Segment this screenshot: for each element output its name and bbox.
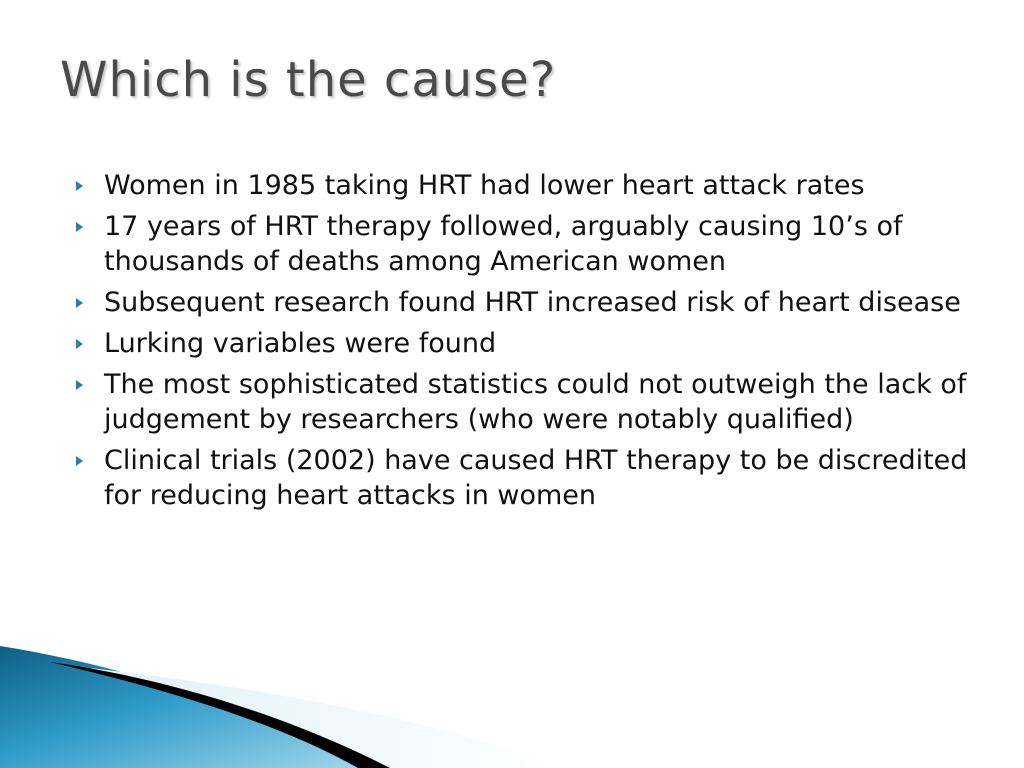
- bullet-item: [76, 326, 976, 361]
- bullet-text: The most sophisticated statistics could not outweigh the lack of judgement by researchers (who were notably qualified): [104, 369, 967, 435]
- bullet-item: [76, 443, 976, 513]
- bullet-text: Lurking variables were found: [104, 328, 497, 359]
- bullet-item: [76, 209, 976, 279]
- right-triangle-bullet-icon: [76, 380, 83, 390]
- right-triangle-bullet-icon: [76, 456, 83, 466]
- right-triangle-bullet-icon: [76, 181, 83, 191]
- right-triangle-bullet-icon: [76, 339, 83, 349]
- bullet-item: [76, 285, 976, 320]
- bullet-text: Women in 1985 taking HRT had lower heart attack rates: [104, 170, 865, 201]
- right-triangle-bullet-icon: [76, 222, 83, 232]
- slide-title: Which is the cause?: [60, 52, 557, 108]
- bullet-text: Clinical trials (2002) have caused HRT therapy to be discredited for reducing heart attacks in women: [104, 445, 968, 511]
- right-triangle-bullet-icon: [76, 298, 83, 308]
- bullet-text: Subsequent research found HRT increased risk of heart disease: [104, 287, 961, 318]
- bullet-text: 17 years of HRT therapy followed, arguably causing 10’s of thousands of deaths among American women: [104, 211, 903, 277]
- bullet-item: [76, 168, 976, 203]
- bullet-list: [76, 168, 976, 519]
- bullet-item: [76, 367, 976, 437]
